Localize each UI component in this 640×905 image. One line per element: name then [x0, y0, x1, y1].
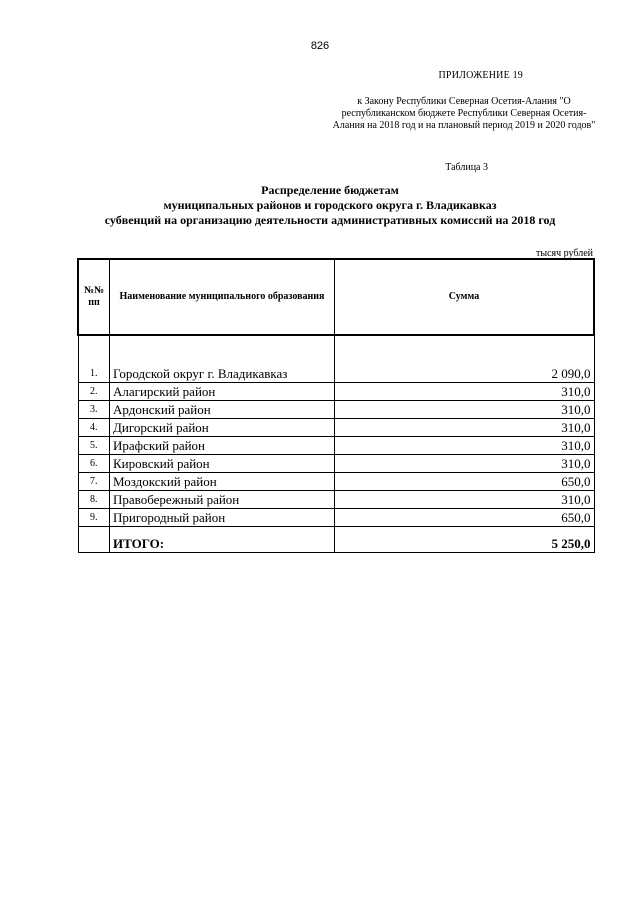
table-row: [78, 509, 594, 527]
total-label: ИТОГО:: [110, 527, 335, 553]
table-row: [78, 455, 594, 473]
row-name: Городской округ г. Владикавказ: [110, 335, 335, 383]
document-title: [60, 183, 600, 228]
row-num: 1.: [78, 335, 110, 383]
header-name: Наименование муниципального образования: [110, 259, 335, 335]
units-label: тысяч рублей: [535, 248, 593, 259]
row-num: 3.: [78, 401, 110, 419]
appendix-label: ПРИЛОЖЕНИЕ 19: [438, 70, 523, 81]
row-name: Алагирский район: [110, 383, 335, 401]
row-sum: 310,0: [335, 491, 595, 509]
table-label: Таблица 3: [445, 162, 488, 173]
table-row: [78, 401, 594, 419]
total-row: [78, 527, 594, 553]
table-row: [78, 383, 594, 401]
total-sum: 5 250,0: [335, 527, 595, 553]
title-line-2: муниципальных районов и городского округа г. Владикавказ: [163, 198, 497, 212]
table-row: [78, 473, 594, 491]
row-sum: 2 090,0: [335, 335, 595, 383]
page-number: 826: [310, 40, 330, 52]
title-line-1: Распределение бюджетам: [261, 183, 399, 197]
table-row: [78, 437, 594, 455]
row-name: Пригородный район: [110, 509, 335, 527]
row-sum: 310,0: [335, 419, 595, 437]
table-row: [78, 335, 594, 383]
row-name: Кировский район: [110, 455, 335, 473]
row-name: Моздокский район: [110, 473, 335, 491]
table-row: [78, 491, 594, 509]
row-name: Правобережный район: [110, 491, 335, 509]
row-sum: 310,0: [335, 383, 595, 401]
row-sum: 650,0: [335, 473, 595, 491]
table-row: [78, 419, 594, 437]
row-name: Ардонский район: [110, 401, 335, 419]
row-sum: 310,0: [335, 455, 595, 473]
row-num: 7.: [78, 473, 110, 491]
title-line-3: субвенций на организацию деятельности административных комиссий на 2018 год: [104, 213, 556, 227]
row-num: 5.: [78, 437, 110, 455]
law-reference: к Закону Республики Северная Осетия-Алания "О республиканском бюджете Республики Северная Осетия-Алания на 2018 год и на плановый период 2019 и 2020 годов": [332, 96, 596, 131]
header-sum: Сумма: [335, 259, 595, 335]
row-sum: 310,0: [335, 401, 595, 419]
table-header-row: [78, 259, 594, 335]
row-num: 4.: [78, 419, 110, 437]
total-num-cell: [78, 527, 110, 553]
row-num: 6.: [78, 455, 110, 473]
row-sum: 310,0: [335, 437, 595, 455]
header-num: №№ пп: [78, 259, 110, 335]
row-num: 9.: [78, 509, 110, 527]
row-num: 2.: [78, 383, 110, 401]
distribution-table: [77, 258, 595, 553]
row-sum: 650,0: [335, 509, 595, 527]
row-num: 8.: [78, 491, 110, 509]
row-name: Дигорский район: [110, 419, 335, 437]
row-name: Ирафский район: [110, 437, 335, 455]
